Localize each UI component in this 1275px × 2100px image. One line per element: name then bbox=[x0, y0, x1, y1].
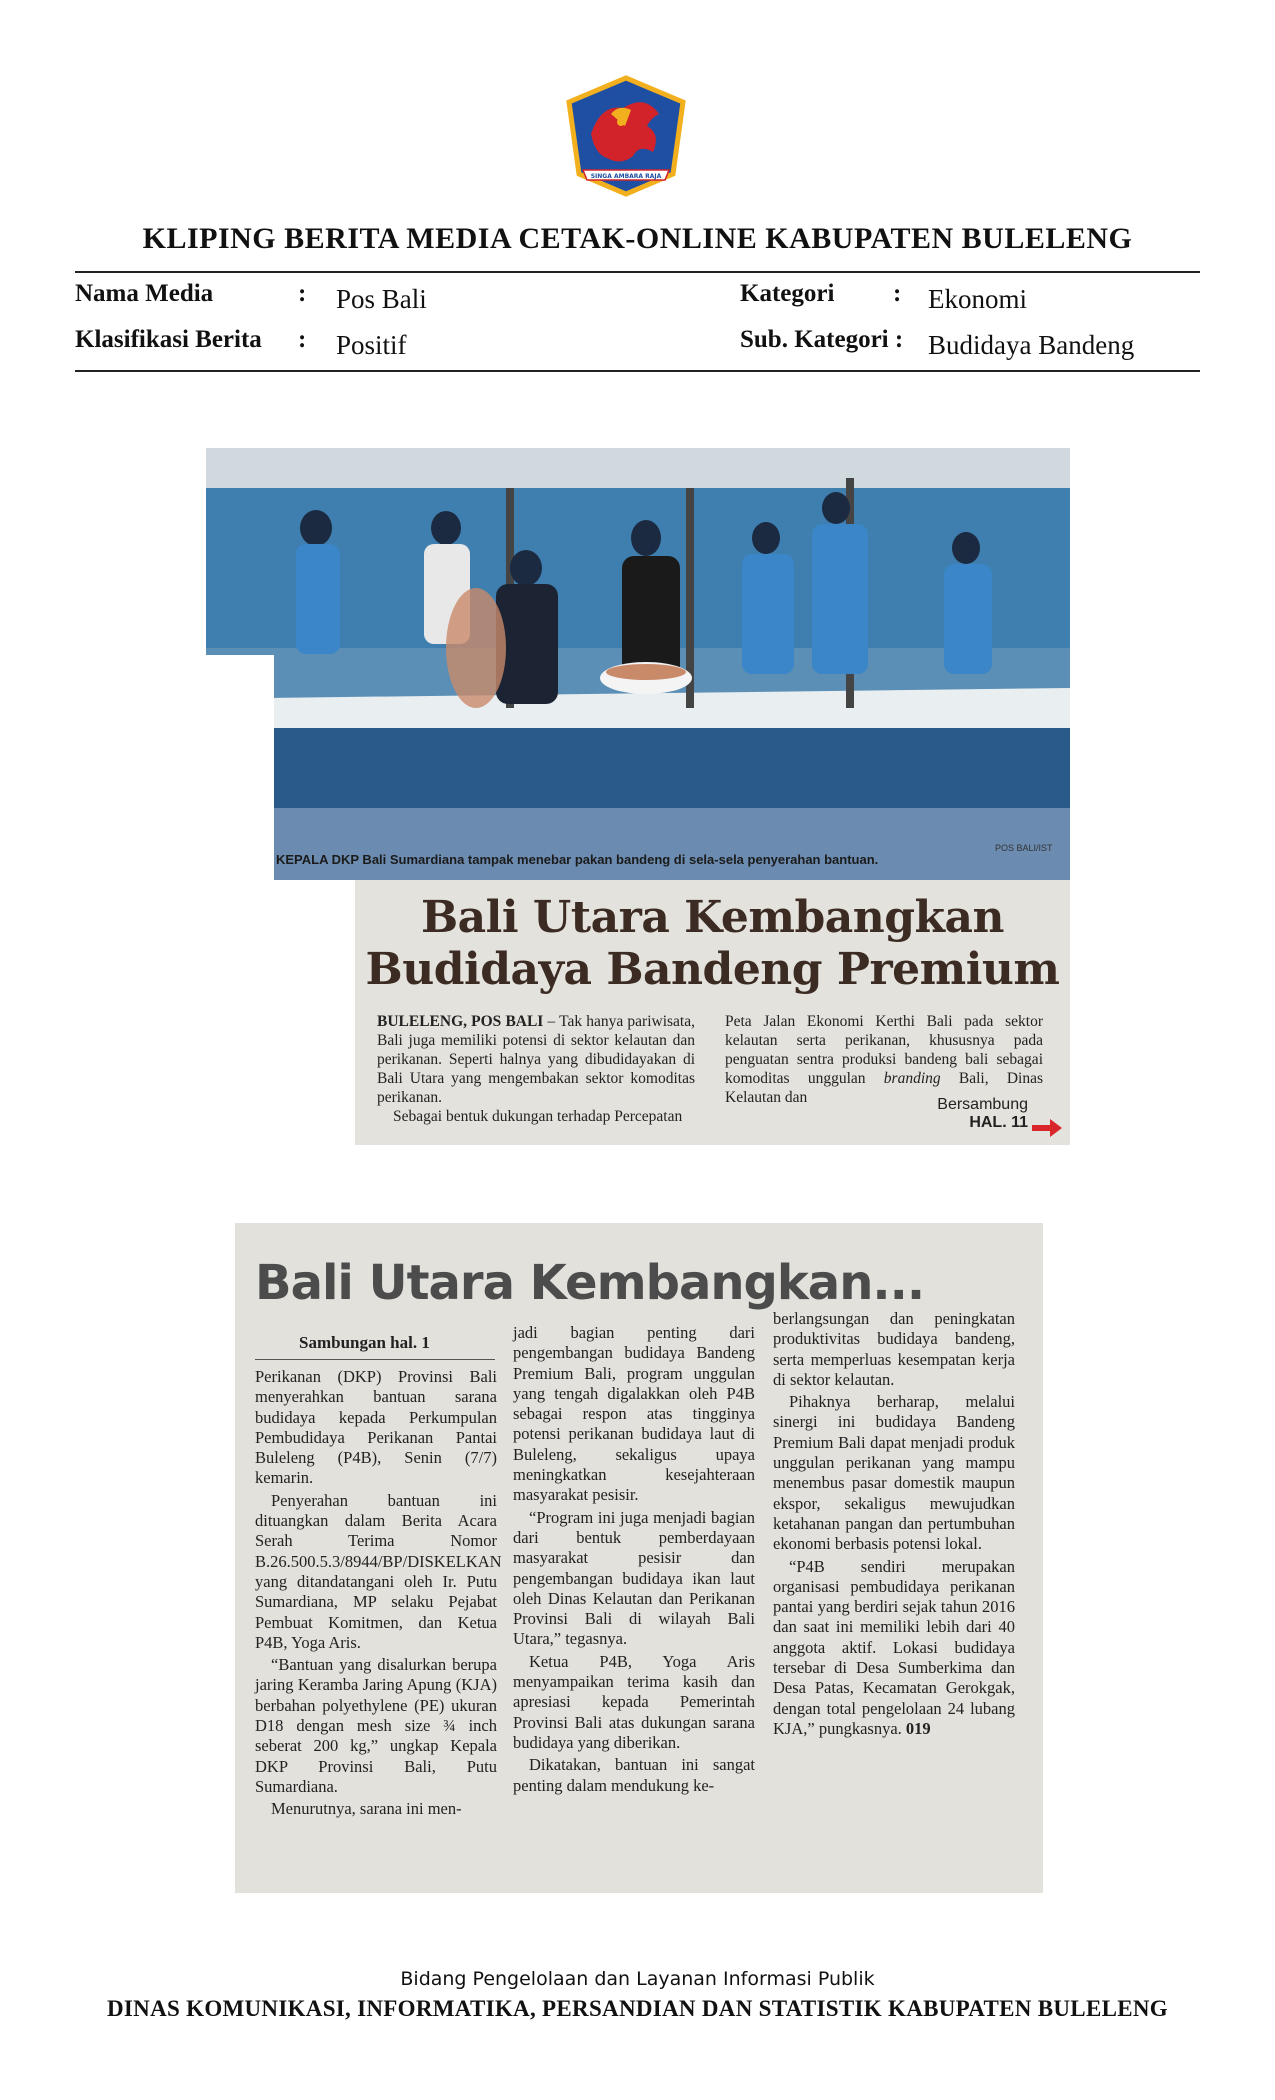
sub-kategori-label: Sub. Kategori : bbox=[740, 326, 904, 353]
lead-column-right bbox=[725, 1012, 1043, 1107]
buleleng-crest-logo bbox=[561, 74, 691, 198]
col1-paragraph: “Bantuan yang disalurkan berupa jaring Keramba Jaring Apung (KJA) berbahan polyethylene (PE) ukuran D18 dengan mesh size ¾ inch seberat 200 kg,” ungkap Kepala DKP Provinsi Bali, Putu Sumardiana. bbox=[255, 1655, 497, 1796]
news-clipping-front bbox=[355, 880, 1070, 1145]
footer-division: Bidang Pengelolaan dan Layanan Informasi Publik bbox=[400, 1968, 875, 1990]
lead-right-text-a: Peta Jalan Ekonomi Kerthi Bali pada sektor kelautan serta perikanan, khususnya pada penguatan sentra produksi bandeng bali sebagai komoditas unggulan bbox=[725, 1013, 1043, 1087]
col2-paragraph: “Program ini juga menjadi bagian dari bentuk pemberdayaan masyarakat pesisir dan pengembangan budidaya ikan laut oleh Dinas Kelautan dan Perikanan Provinsi Bali di wilayah Bali Utara,” tegasnya. bbox=[513, 1507, 755, 1649]
article-column-1 bbox=[255, 1367, 502, 1822]
sambungan-rule bbox=[255, 1359, 495, 1360]
photo-illustration bbox=[206, 448, 1070, 880]
kategori-colon: : bbox=[893, 280, 902, 307]
lead-dateline: BULELENG, POS BALI bbox=[377, 1013, 544, 1030]
kategori-value: Ekonomi bbox=[928, 284, 1027, 314]
kategori-label: Kategori bbox=[740, 280, 835, 307]
continued-note bbox=[937, 1096, 1028, 1132]
col2-paragraph: jadi bagian penting dari pengembangan budidaya Bandeng Premium Bali, program unggulan yang tengah digalakkan oleh P4B sebagai respon atas tingginya potensi perikanan budidaya laut di Buleleng, sekaligus upaya meningkatkan kesejahteraan masyarakat pesisir. bbox=[513, 1323, 755, 1505]
nama-media-colon: : bbox=[298, 280, 307, 307]
nama-media-label: Nama Media bbox=[75, 280, 214, 307]
footer-agency: DINAS KOMUNIKASI, INFORMATIKA, PERSANDIAN DAN STATISTIK KABUPATEN BULELENG bbox=[107, 1996, 1168, 2021]
header-rule-top bbox=[75, 271, 1200, 273]
continued-label: Bersambung bbox=[937, 1096, 1028, 1113]
headline-line-2: Budidaya Bandeng Premium bbox=[365, 944, 1060, 995]
sambungan-label: Sambungan hal. 1 bbox=[299, 1333, 430, 1352]
col1-paragraph: Perikanan (DKP) Provinsi Bali menyerahkan bantuan sarana budidaya kepada Perkumpulan Pembudidaya Perikanan Pantai Buleleng (P4B), Senin (7/7) kemarin. bbox=[255, 1367, 497, 1488]
col3-paragraph bbox=[773, 1557, 1015, 1740]
lead-column-left bbox=[377, 1012, 695, 1126]
col2-paragraph: Dikatakan, bantuan ini sangat penting dalam mendukung ke- bbox=[513, 1755, 755, 1795]
col3-last-text: “P4B sendiri merupakan organisasi pembudidaya perikanan pantai yang berdiri sejak tahun 2016 dan saat ini memiliki lebih dari 40 anggota aktif. Lokasi budidaya tersebar di Desa Sumberkima dan Desa Patas, Kecamatan Gerokgak, dengan total pengelolaan 24 lubang KJA,” pungkasnya. bbox=[773, 1556, 1015, 1738]
headline-line-1: Bali Utara Kembangkan bbox=[420, 892, 1004, 943]
col1-paragraph: Penyerahan bantuan ini dituangkan dalam Berita Acara Serah Terima Nomor B.26.500.5.3/8944/BP/DISKELKAN yang ditandatangani oleh Ir. Putu Sumardiana, MP selaku Pejabat Pembuat Komitmen, dan Ketua P4B, Yoga Aris. bbox=[255, 1490, 502, 1652]
lead-right-text-b: Bali, Dinas Kelautan dan bbox=[725, 1070, 1043, 1106]
header-rule-bottom bbox=[75, 370, 1200, 372]
arrow-right-icon bbox=[1030, 1116, 1064, 1140]
photo-notch bbox=[206, 655, 274, 881]
lead-left-text: – Tak hanya pariwisata, Bali juga memiliki potensi di sektor kelautan dan perikanan. Seperti halnya yang dibudidayakan di Bali Utara yang mengembakan sektor komoditas perikanan. bbox=[377, 1013, 695, 1106]
klasifikasi-label: Klasifikasi Berita bbox=[75, 326, 262, 353]
news-clipping-continuation bbox=[235, 1223, 1043, 1893]
col1-paragraph: Menurutnya, sarana ini men- bbox=[271, 1799, 462, 1819]
lead-left-text-2: Sebagai bentuk dukungan terhadap Percepatan bbox=[393, 1108, 683, 1125]
col2-paragraph: Ketua P4B, Yoga Aris menyampaikan terima kasih dan apresiasi kepada Pemerintah Provinsi Bali atas dukungan sarana budidaya yang diberikan. bbox=[513, 1651, 755, 1752]
klasifikasi-colon: : bbox=[298, 326, 307, 353]
article-column-2 bbox=[513, 1323, 755, 1798]
photo-credit: POS BALI/IST bbox=[995, 843, 1053, 853]
continuation-headline: Bali Utara Kembangkan... bbox=[255, 1255, 925, 1311]
continued-page: HAL. 11 bbox=[969, 1114, 1028, 1131]
sub-kategori-value: Budidaya Bandeng bbox=[928, 330, 1135, 360]
author-code: 019 bbox=[905, 1718, 931, 1738]
document-title: KLIPING BERITA MEDIA CETAK-ONLINE KABUPATEN BULELENG bbox=[142, 222, 1133, 255]
article-column-3 bbox=[773, 1309, 1015, 1741]
news-photo bbox=[206, 448, 1070, 880]
nama-media-value: Pos Bali bbox=[336, 284, 427, 314]
photo-caption: KEPALA DKP Bali Sumardiana tampak menebar pakan bandeng di sela-sela penyerahan bantuan. bbox=[276, 852, 879, 867]
col3-paragraph: Pihaknya berharap, melalui sinergi ini budidaya Bandeng Premium Bali dapat menjadi produk unggulan perikanan yang mampu menembus pasar domestik maupun ekspor, sekaligus mewujudkan ketahanan pangan dan pertumbuhan ekonomi berbasis potensi lokal. bbox=[773, 1392, 1015, 1554]
klasifikasi-value: Positif bbox=[336, 330, 407, 360]
col3-paragraph: berlangsungan dan peningkatan produktivitas budidaya bandeng, serta memperluas kesempatan kerja di sektor kelautan. bbox=[773, 1309, 1015, 1389]
logo-motto: SINGA AMBARA RAJA bbox=[590, 173, 662, 180]
lead-right-italic: branding bbox=[883, 1070, 941, 1087]
